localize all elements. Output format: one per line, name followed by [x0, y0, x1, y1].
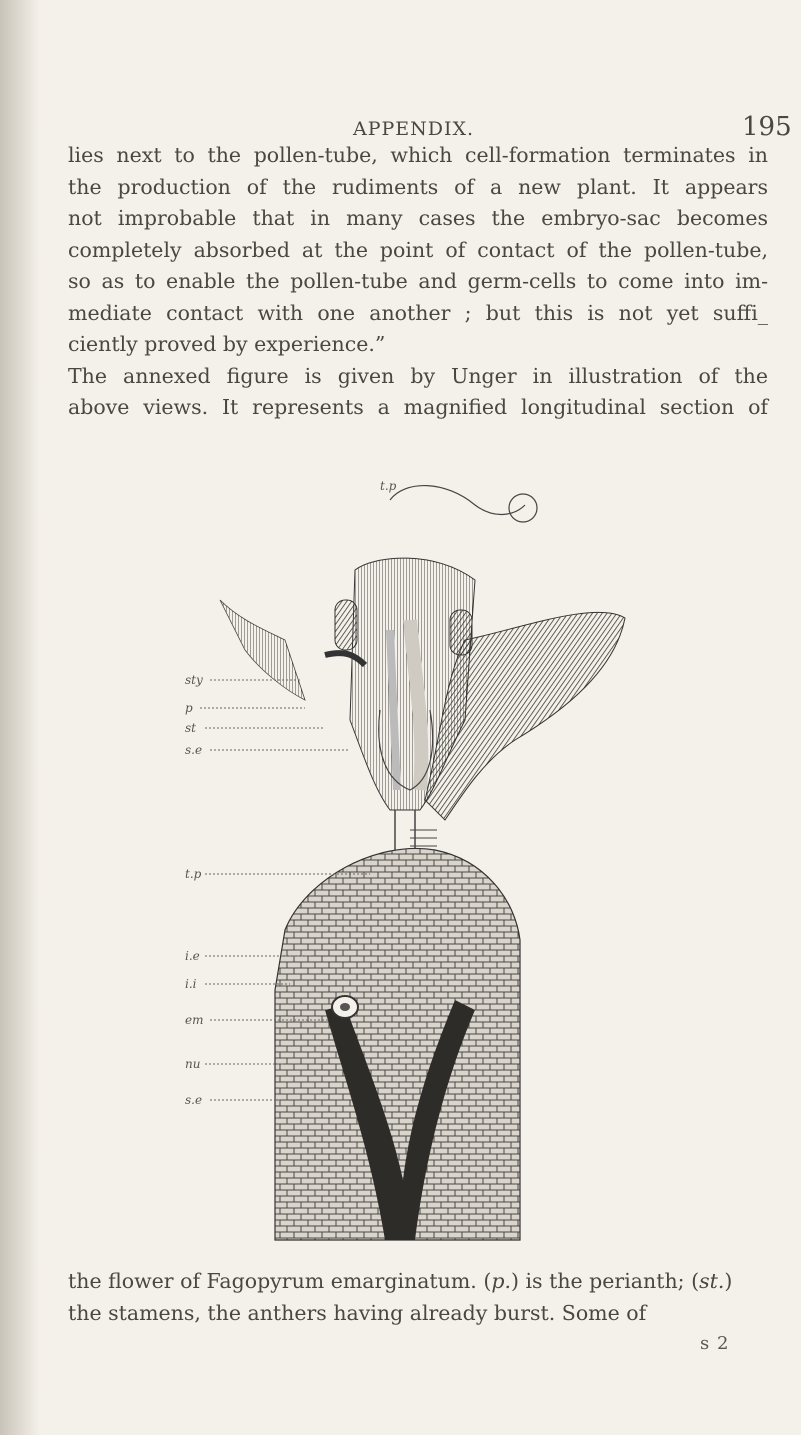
- anther: [450, 610, 472, 655]
- running-head: APPENDIX.: [353, 118, 475, 140]
- body-text: [68, 140, 768, 424]
- caption-text: [68, 1266, 768, 1329]
- body-line: The annexed figure is given by Unger in illustration of the: [68, 363, 768, 388]
- caption-segment: (: [691, 1269, 700, 1293]
- caption-segment: ) is the perianth;: [510, 1269, 685, 1293]
- body-line: above views. It represents a magnified longitudinal section of: [68, 395, 768, 419]
- body-line: not improbable that in many cases the embryo-sac becomes: [68, 206, 768, 230]
- flower-section-figure: [175, 479, 645, 1265]
- label-ie: i.e: [185, 949, 200, 963]
- pollen-tube-top: [390, 486, 525, 515]
- anther: [335, 600, 357, 650]
- perianth-left: [220, 600, 305, 700]
- caption-italic: p.: [491, 1269, 511, 1293]
- label-tp-top: t.p: [380, 479, 397, 493]
- label-nu: nu: [185, 1057, 201, 1071]
- label-sty: sty: [185, 673, 203, 687]
- label-tp: t.p: [185, 867, 202, 881]
- page-edge-shadow: [0, 0, 40, 1435]
- body-line: lies next to the pollen-tube, which cell-formation terminates in: [68, 143, 768, 167]
- body-line: completely absorbed at the point of contact of the pollen-tube,: [68, 237, 768, 262]
- body-line: mediate contact with one another ; but this is not yet suffi_: [68, 300, 768, 325]
- caption-line: [68, 1269, 685, 1293]
- label-p: p: [185, 701, 193, 715]
- caption-italic: st.: [699, 1269, 725, 1293]
- label-ii: i.i: [185, 977, 197, 991]
- body-line: ciently proved by experience.”: [68, 332, 386, 356]
- signature-mark: s 2: [700, 1333, 730, 1354]
- label-se-upper: s.e: [185, 743, 203, 757]
- page-number: 195: [742, 112, 792, 142]
- label-em: em: [185, 1013, 204, 1027]
- label-se-lower: s.e: [185, 1093, 203, 1107]
- body-line: so as to enable the pollen-tube and germ-cells to come into im-: [68, 269, 768, 293]
- caption-segment: the flower of Fagopyrum emarginatum. (: [68, 1269, 492, 1293]
- label-st: st: [185, 721, 196, 735]
- caption-segment: ) the stamens, the anthers having already burst. Some of: [68, 1269, 733, 1325]
- body-line: the production of the rudiments of a new plant. It appears: [68, 174, 768, 199]
